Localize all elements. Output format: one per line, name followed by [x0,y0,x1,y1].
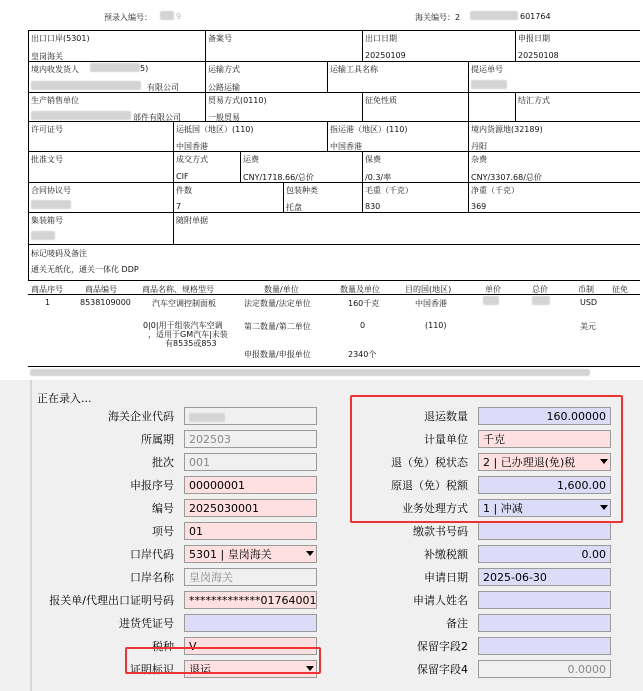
item-currency: USD [580,298,598,307]
refund-entry-form [0,380,643,691]
redacted-block [30,368,590,377]
period-field[interactable]: 202503 [184,430,317,448]
customs-no-label: 海关编号：2 [415,13,461,22]
enterprise-code-field[interactable] [184,407,317,425]
return-qty-field[interactable]: 160.00000 [478,407,611,425]
customs-no-tail: 601764 [520,12,551,21]
consignor-label: 境内收发货人 [31,65,79,74]
preentry-label: 预录入编号： [104,13,152,22]
pieces-label: 件数 [176,186,192,195]
col-country: 目的国(地区) [405,285,452,294]
gross-value: 830 [365,202,381,211]
transport-label: 运输方式 [208,65,240,74]
bill-label: 提运单号 [471,65,503,74]
item-qty-label3: 申报数量/申报单位 [244,350,311,359]
col-currency: 币制 [578,285,594,294]
declaration-proof-no-field[interactable]: *************01764001 [184,591,317,609]
deal-label: 成交方式 [176,155,208,164]
preentry-tail: 9 [176,12,182,21]
redacted-block [471,80,507,89]
label-item-no: 项号 [152,525,174,538]
item-qty3: 2340个 [348,350,377,359]
item-country: 中国香港 [415,299,447,308]
col-code: 商品编号 [85,285,117,294]
docs-label: 随附单据 [176,216,208,225]
label-period: 所属期 [141,433,174,446]
producer-label: 生产销售单位 [31,96,79,105]
redacted-block [31,231,55,240]
freight-value: CNY/1718.66/总价 [243,173,314,182]
item-country-code: (110) [425,321,447,330]
purchase-voucher-field[interactable] [184,614,317,632]
export-date: 20250109 [365,51,406,60]
label-purchase-voucher: 进货凭证号 [119,617,174,630]
consignor-code-tail: 5) [140,64,149,73]
contract-label: 合同协议号 [31,186,71,195]
declare-seq-field[interactable]: 00000001 [184,476,317,494]
unit-field[interactable]: 千克 [478,430,611,448]
number-field[interactable]: 2025030001 [184,499,317,517]
approval-label: 批准文号 [31,155,63,164]
tax-type-field[interactable]: V [184,637,317,655]
label-tax-type: 税种 [152,640,174,653]
redacted-block [31,111,131,120]
label-declaration-proof-no: 报关单/代理出口证明号码 [49,594,174,607]
label-payment-no: 缴款书号码 [413,525,468,538]
col-qty-unit: 数量/单位 [264,285,299,294]
dest-country: 中国香港 [176,142,208,151]
label-enterprise-code: 海关企业代码 [108,410,174,423]
label-number: 编号 [152,502,174,515]
trade-value: 一般贸易 [208,113,240,122]
apply-date-field[interactable]: 2025-06-30 [478,568,611,586]
item-spec2: ，适用于GM汽车|未装 [148,330,228,339]
insurance-label: 保费 [365,155,381,164]
item-spec1: 0|0|用于组装汽车空调 [143,321,223,330]
redacted-block [532,296,550,305]
item-spec3: 有8535或853 [165,339,217,348]
misc-value: CNY/3307.68/总价 [471,173,542,182]
redacted-block [470,11,518,20]
status-text: 正在录入... [37,392,92,405]
gross-label: 毛重（千克） [365,186,413,195]
label-proof-flag: 证明标识 [130,663,174,676]
port-name-field[interactable]: 皇岗海关 [184,568,317,586]
label-applicant-name: 申请人姓名 [413,594,468,607]
item-qty-label2: 第二数量/第二单位 [244,322,311,331]
item-qty-label1: 法定数量/法定单位 [244,299,311,308]
marks-label: 标记唛码及备注 [31,249,87,258]
col-name: 商品名称、规格型号 [142,285,214,294]
settle-label: 结汇方式 [518,96,550,105]
trade-label: 贸易方式(0110) [208,96,267,105]
declare-date: 20250108 [518,51,559,60]
col-seq: 商品序号 [31,285,63,294]
redacted-block [90,63,140,72]
label-apply-date: 申请日期 [424,571,468,584]
transport-value: 公路运输 [208,83,240,92]
record-label: 备案号 [208,34,232,43]
label-business-mode: 业务处理方式 [402,502,468,515]
reserved-2-field[interactable] [478,637,611,655]
port-value: 皇岗海关 [31,52,63,61]
highlight-box-proof-flag [125,647,321,674]
port-label: 出口口岸(5301) [31,34,90,43]
export-date-label: 出口日期 [365,34,397,43]
misc-label: 杂费 [471,155,487,164]
original-refund-field[interactable]: 1,600.00 [478,476,611,494]
chevron-down-icon[interactable] [306,551,314,556]
dest-country-label: 运抵国（地区）(110) [176,125,254,134]
highlight-box-refund-fields [350,395,623,523]
payment-no-field[interactable] [478,522,611,540]
col-total: 总价 [532,285,548,294]
producer-tail: 部件有限公司 [133,113,181,122]
label-declare-seq: 申报序号 [130,479,174,492]
redacted-block [31,200,71,209]
label-supplement-tax: 补缴税额 [424,548,468,561]
port-code-value: 5301 | 皇岗海关 [189,548,272,561]
label-reserved-4: 保留字段4 [417,663,468,676]
refund-status-value: 2 | 已办理退(免)税 [483,456,576,469]
pieces-value: 7 [176,202,182,211]
vehicle-label: 运输工具名称 [330,65,378,74]
applicant-name-field[interactable] [478,591,611,609]
pack-label: 包装种类 [286,186,318,195]
item-name: 汽车空调控制面板 [152,299,216,308]
item-no-field[interactable]: 01 [184,522,317,540]
redacted-block [31,81,141,90]
pack-value: 托盘 [286,203,302,212]
tax-nature-label: 征免性质 [365,96,397,105]
item-qty2: 0 [360,321,366,330]
col-exemption: 征免 [612,285,628,294]
redacted-block [160,11,174,20]
container-label: 集装箱号 [31,216,63,225]
insurance-value: /0.3/率 [365,173,392,182]
label-remark: 备注 [446,617,468,630]
item-qty1: 160千克 [348,299,380,308]
declare-date-label: 申报日期 [518,34,550,43]
remark-field[interactable] [478,614,611,632]
proof-flag-value: 退运 [189,663,211,676]
label-refund-status: 退（免）税状态 [391,456,468,469]
supplement-tax-field[interactable]: 0.00 [478,545,611,563]
dest-port-label: 指运港（地区）(110) [330,125,408,134]
source-label: 境内货源地(32189) [471,125,543,134]
port-code-select[interactable] [184,545,317,563]
label-return-qty: 退运数量 [424,410,468,423]
item-code: 8538109000 [80,298,131,307]
col-price: 单价 [485,285,501,294]
net-value: 369 [471,202,487,211]
label-port-code: 口岸代码 [130,548,174,561]
reserved-4-field[interactable]: 0.0000 [478,660,611,678]
marks-value: 通关无纸化，通关一体化 DDP [31,265,139,274]
deal-value: CIF [176,172,189,181]
dest-port: 中国香港 [330,142,362,151]
batch-field[interactable]: 001 [184,453,317,471]
label-unit: 计量单位 [424,433,468,446]
label-original-refund: 原退（免）税额 [391,479,468,492]
col-qty-and-unit: 数量及单位 [340,285,380,294]
label-port-name: 口岸名称 [130,571,174,584]
item-currency-name: 美元 [580,322,596,331]
item-seq: 1 [45,298,51,307]
business-mode-value: 1 | 冲减 [483,502,523,515]
source-value: 丹阳 [471,142,487,151]
label-reserved-2: 保留字段2 [417,640,468,653]
label-batch: 批次 [152,456,174,469]
redacted-block [483,296,499,305]
consignor-tail: 有限公司 [147,83,179,92]
freight-label: 运费 [243,155,259,164]
license-label: 许可证号 [31,125,63,134]
net-label: 净重（千克） [471,186,519,195]
